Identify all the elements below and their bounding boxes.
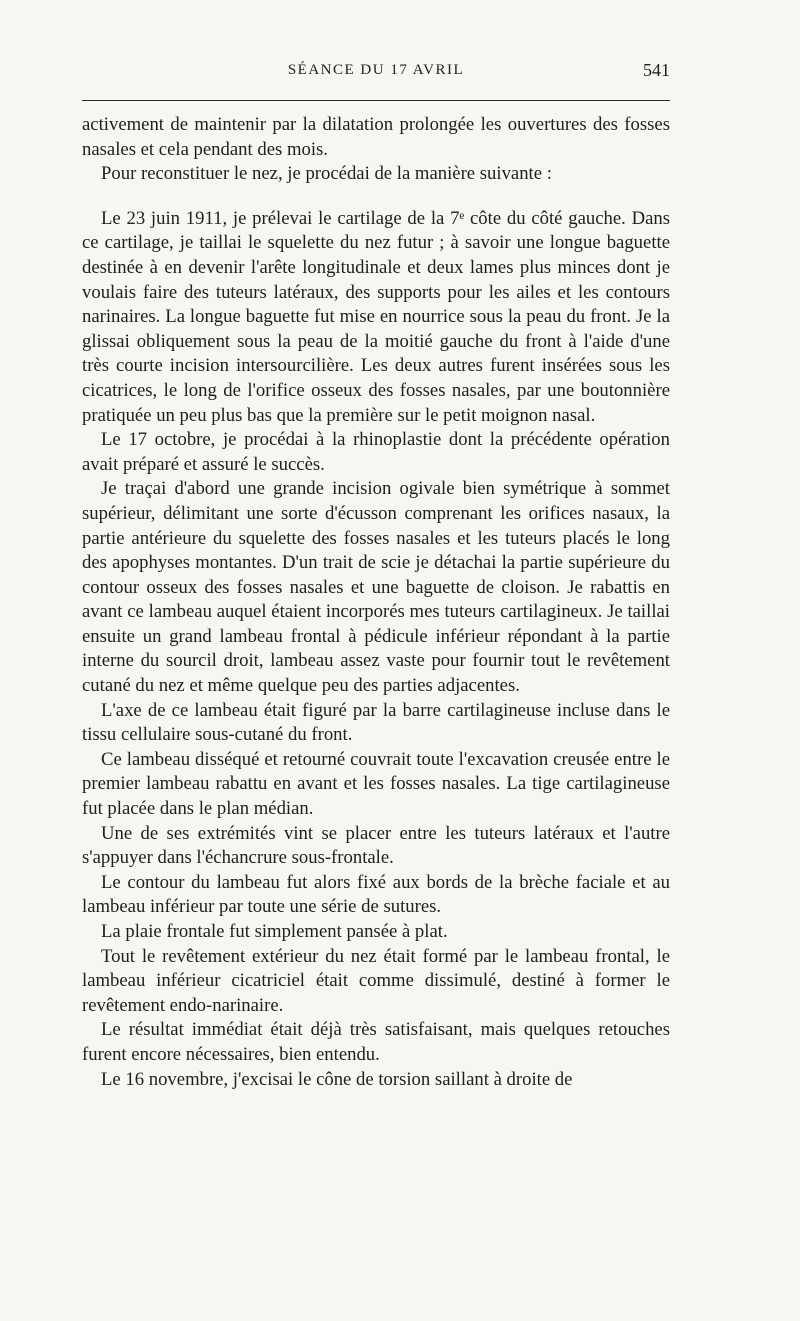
paragraph: Le résultat immédiat était déjà très satisfaisant, mais quelques retouches furent encore nécessaires, bien entendu. <box>82 1019 670 1065</box>
body-text <box>82 113 670 1092</box>
running-title: SÉANCE DU 17 AVRIL <box>287 62 465 78</box>
paragraph: Le contour du lambeau fut alors fixé aux bords de la brèche faciale et au lambeau inférieur par toute une série de sutures. <box>82 871 670 918</box>
paragraph: Le 16 novembre, j'excisai le cône de torsion saillant à droite de <box>101 1068 573 1090</box>
paragraph: Pour reconstituer le nez, je procédai de la manière suivante : <box>101 163 552 185</box>
page-number: 541 <box>643 60 670 80</box>
paragraph-continuation: activement de maintenir par la dilatation prolongée les ouvertures des fosses nasales et cela pendant des mois. <box>82 114 670 160</box>
paragraph: Le 17 octobre, je procédai à la rhinoplastie dont la précédente opération avait préparé et assuré le succès. <box>82 429 670 475</box>
header-rule <box>82 100 670 101</box>
running-head <box>82 58 670 86</box>
paragraph: La plaie frontale fut simplement pansée à plat. <box>101 921 448 942</box>
paragraph: Je traçai d'abord une grande incision ogivale bien symétrique à sommet supérieur, délimitant une sorte d'écusson comprenant les orifices nasaux, la partie antérieure du squelette des fosses nasales et les tuteurs placés le long des apophyses montantes. D'un trait de scie je détachai la partie supérieure du contour osseux des fosses nasales et une baguette de cloison. Je rabattis en avant ce lambeau auquel étaient incorporés mes tuteurs cartilagineux. Je taillai ensuite un grand lambeau frontal à pédicule inférieur répondant à la partie interne du sourcil droit, lambeau assez vaste pour fournir tout le revêtement cutané du nez et même quelque peu des parties adjacentes. <box>82 478 670 697</box>
paragraph: Une de ses extrémités vint se placer entre les tuteurs latéraux et l'autre s'appuyer dans l'échancrure sous-frontale. <box>82 822 670 869</box>
paragraph: Tout le revêtement extérieur du nez était formé par le lambeau frontal, le lambeau inférieur cicatriciel était comme dissimulé, destiné à former le revêtement endo-narinaire. <box>82 945 670 1016</box>
paragraph: L'axe de ce lambeau était figuré par la barre cartilagineuse incluse dans le tissu cellulaire sous-cutané du front. <box>82 699 670 746</box>
paragraph: Ce lambeau disséqué et retourné couvrait toute l'excavation creusée entre le premier lambeau rabattu en avant et les fosses nasales. La tige cartilagineuse fut placée dans le plan médian. <box>82 748 670 820</box>
paragraph: Le 23 juin 1911, je prélevai le cartilage de la 7ᵉ côte du côté gauche. Dans ce cartilage, je taillai le squelette du nez futur ; à savoir une longue baguette destinée à en devenir l'arête longitudinale et deux lames plus minces dont je voulais faire des tuteurs latéraux, des supports pour les ailes et les contours narinaires. La longue baguette fut mise en nourrice sous la peau du front. Je la glissai obliquement sous la peau de la moitié gauche du front à l'aide d'une très courte incision intersourcilière. Les deux autres furent insérées sous les cicatrices, le long de l'orifice osseux des fosses nasales, par une boutonnière pratiquée un peu plus bas que la première sur le petit moignon nasal. <box>82 207 670 426</box>
